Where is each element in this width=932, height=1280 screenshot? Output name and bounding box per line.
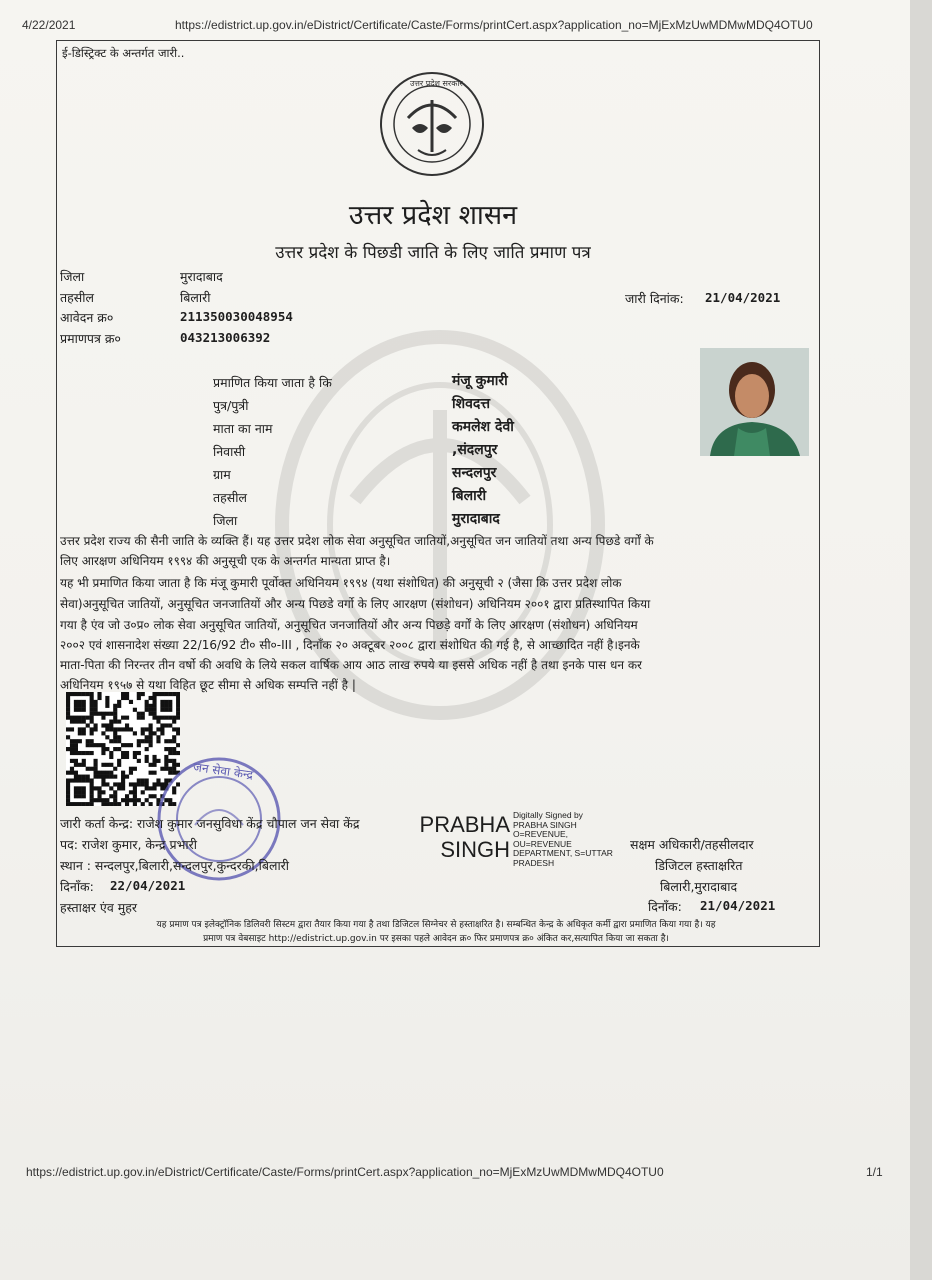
footer-url: https://edistrict.up.gov.in/eDistrict/Certificate/Caste/Forms/printCert.aspx?application_no=MjExMzUwMDMwMDQ4OTU0 bbox=[26, 1165, 664, 1179]
page-number: 1/1 bbox=[866, 1165, 883, 1179]
signature-detail-line: PRADESH bbox=[513, 857, 555, 868]
tehsil-detail-value: बिलारी bbox=[452, 488, 487, 504]
district-label: जिला bbox=[60, 269, 85, 284]
signature-detail-line: PRABHA SINGH bbox=[513, 819, 577, 830]
signature-name-line-1: PRABHA bbox=[419, 812, 510, 837]
district-detail-value: मुरादाबाद bbox=[452, 511, 500, 527]
authority-signed: डिजिटल हस्ताक्षरित bbox=[655, 858, 743, 873]
print-date: 4/22/2021 bbox=[22, 18, 76, 32]
caste-paragraph-line-2: लिए आरक्षण अधिनियम १९९४ की अनुसूची एक के अन्तर्गत मान्यता प्राप्त है। bbox=[60, 554, 391, 568]
caste-paragraph-line-1: उत्तर प्रदेश राज्य की सैनी जाति के व्यक्ति हैं। यह उत्तर प्रदेश लोक सेवा अनुसूचित जातियों,अनुसूचित जन जातियों तथा अन्य पिछडे वर्गों के bbox=[60, 534, 654, 548]
applicant-photo bbox=[700, 348, 809, 456]
district-value: मुरादाबाद bbox=[180, 269, 223, 284]
issue-date-label: जारी दिनांक: bbox=[625, 291, 684, 306]
stamp-text: जन सेवा केन्द्र bbox=[192, 759, 255, 783]
footnote-line-2: प्रमाण पत्र वेबसाइट http://edistrict.up.gov.in पर इसका पहले आवेदन क्र० फिर प्रमाणपत्र क्र० अंकित कर,सत्यापित किया जा सकता है। bbox=[203, 934, 669, 944]
issuer-date-label: दिनाँक: bbox=[60, 879, 94, 894]
sign-label: हस्ताक्षर एंव मुहर bbox=[60, 900, 137, 915]
certification-paragraph-line-5: माता-पिता की निरन्तर तीन वर्षो की अवधि के लिये सकल वार्षिक आय आठ लाख रुपये या इससे अधिक नहीं है तथा इनके पास धन कर bbox=[60, 658, 642, 672]
signature-detail-line: O=REVENUE, bbox=[513, 829, 569, 839]
authority-place: बिलारी,मुरादाबाद bbox=[660, 879, 738, 894]
details-label-6: तहसील bbox=[213, 490, 247, 505]
tehsil-value: बिलारी bbox=[180, 290, 211, 305]
application-number: 211350030048954 bbox=[180, 309, 293, 324]
footnote-line-1: यह प्रमाण पत्र इलेक्ट्रॉनिक डिलिवरी सिस्टम द्वारा तैयार किया गया है तथा डिजिटल सिग्नेचर से हस्ताक्षरित है। सम्बन्धित केन्द्र के अधिकृत कर्मी द्वारा प्रमाणित किया गया है। यह bbox=[156, 920, 716, 930]
resident-value: ,संदलपुर bbox=[452, 442, 498, 458]
village-value: सन्दलपुर bbox=[452, 465, 497, 481]
authority-date-label: दिनाँक: bbox=[648, 899, 682, 914]
applicant-name: मंजू कुमारी bbox=[452, 373, 508, 389]
emblem-text: उत्तर प्रदेश सरकार bbox=[410, 79, 463, 88]
certificate-subtitle: उत्तर प्रदेश के पिछडी जाति के लिए जाति प्रमाण पत्र bbox=[275, 243, 591, 263]
paper-edge bbox=[910, 0, 932, 1280]
authority-title: सक्षम अधिकारी/तहसीलदार bbox=[630, 837, 754, 852]
mother-name: कमलेश देवी bbox=[452, 419, 514, 435]
issuer-post: पद: राजेश कुमार, केन्द्र प्रभारी bbox=[60, 837, 197, 852]
issued-under-text: ई-डिस्ट्रिक्ट के अन्तर्गत जारी.. bbox=[62, 46, 185, 60]
issuer-place: स्थान : सन्दलपुर,बिलारी,सन्दलपुर,कुन्दरकी,बिलारी bbox=[60, 858, 290, 873]
tehsil-label: तहसील bbox=[60, 290, 94, 305]
certification-paragraph-line-4: २००२ एवं शासनादेश संख्या 22/16/92 टी० सी०-III , दिनाँक २० अक्टूबर २००८ द्वारा संशोधित की गई है, से आच्छादित नहीं है।इनके bbox=[60, 638, 640, 652]
certificate-number-label: प्रमाणपत्र क्र० bbox=[60, 331, 121, 346]
details-label-1: प्रमाणित किया जाता है कि bbox=[213, 375, 332, 390]
issuing-center: जारी कर्ता केन्द्र: राजेश कुमार जनसुविधा केंद्र चौपाल जन सेवा केंद्र bbox=[60, 816, 360, 831]
details-label-3: माता का नाम bbox=[213, 421, 273, 436]
details-label-7: जिला bbox=[213, 513, 238, 528]
details-label-2: पुत्र/पुत्री bbox=[213, 398, 249, 413]
signature-name-line-2: SINGH bbox=[440, 837, 510, 862]
application-label: आवेदन क्र० bbox=[60, 310, 114, 325]
certification-paragraph-line-6: अधिनियम १९५७ से यथा विहित छूट सीमा से अधिक सम्पत्ति नहीं है | bbox=[60, 678, 356, 692]
print-url: https://edistrict.up.gov.in/eDistrict/Certificate/Caste/Forms/printCert.aspx?application_no=MjExMzUwMDMwMDQ4OTU0 bbox=[175, 18, 813, 32]
authority-date-value: 21/04/2021 bbox=[700, 898, 776, 913]
father-name: शिवदत्त bbox=[452, 396, 491, 412]
page-title: उत्तर प्रदेश शासन bbox=[348, 200, 518, 231]
issuer-date-value: 22/04/2021 bbox=[110, 878, 186, 893]
details-label-5: ग्राम bbox=[213, 467, 231, 482]
digital-signature-name bbox=[418, 812, 510, 862]
signature-detail-line: Digitally Signed by bbox=[513, 810, 583, 820]
certification-paragraph-line-1: यह भी प्रमाणित किया जाता है कि मंजू कुमारी पूर्वोक्त अधिनियम १९९४ (यथा संशोधित) की अनुसूची २ (जैसा कि उत्तर प्रदेश लोक bbox=[60, 576, 622, 590]
signature-detail-line: OU=REVENUE bbox=[513, 838, 572, 849]
details-label-4: निवासी bbox=[213, 444, 246, 459]
digital-signature-details bbox=[513, 811, 613, 868]
certification-paragraph-line-2: सेवा)अनुसूचित जातियों, अनुसूचित जनजातियों और अन्य पिछडे वर्गो के लिए आरक्षण (संशोधन) अधिनियम २००१ द्वारा प्रतिस्थापित किया bbox=[60, 597, 651, 611]
certificate-number: 043213006392 bbox=[180, 330, 271, 345]
certification-paragraph-line-3: गया है एंव जो उ०प्र० लोक सेवा अनुसूचित जातियों, अनुसूचित जनजातियों और अन्य पिछड़े वर्गों के लिए आरक्षण (संशोधन) अधिनियम bbox=[60, 618, 638, 632]
signature-detail-line: DEPARTMENT, S=UTTAR bbox=[513, 848, 613, 858]
issue-date-value: 21/04/2021 bbox=[705, 290, 781, 305]
